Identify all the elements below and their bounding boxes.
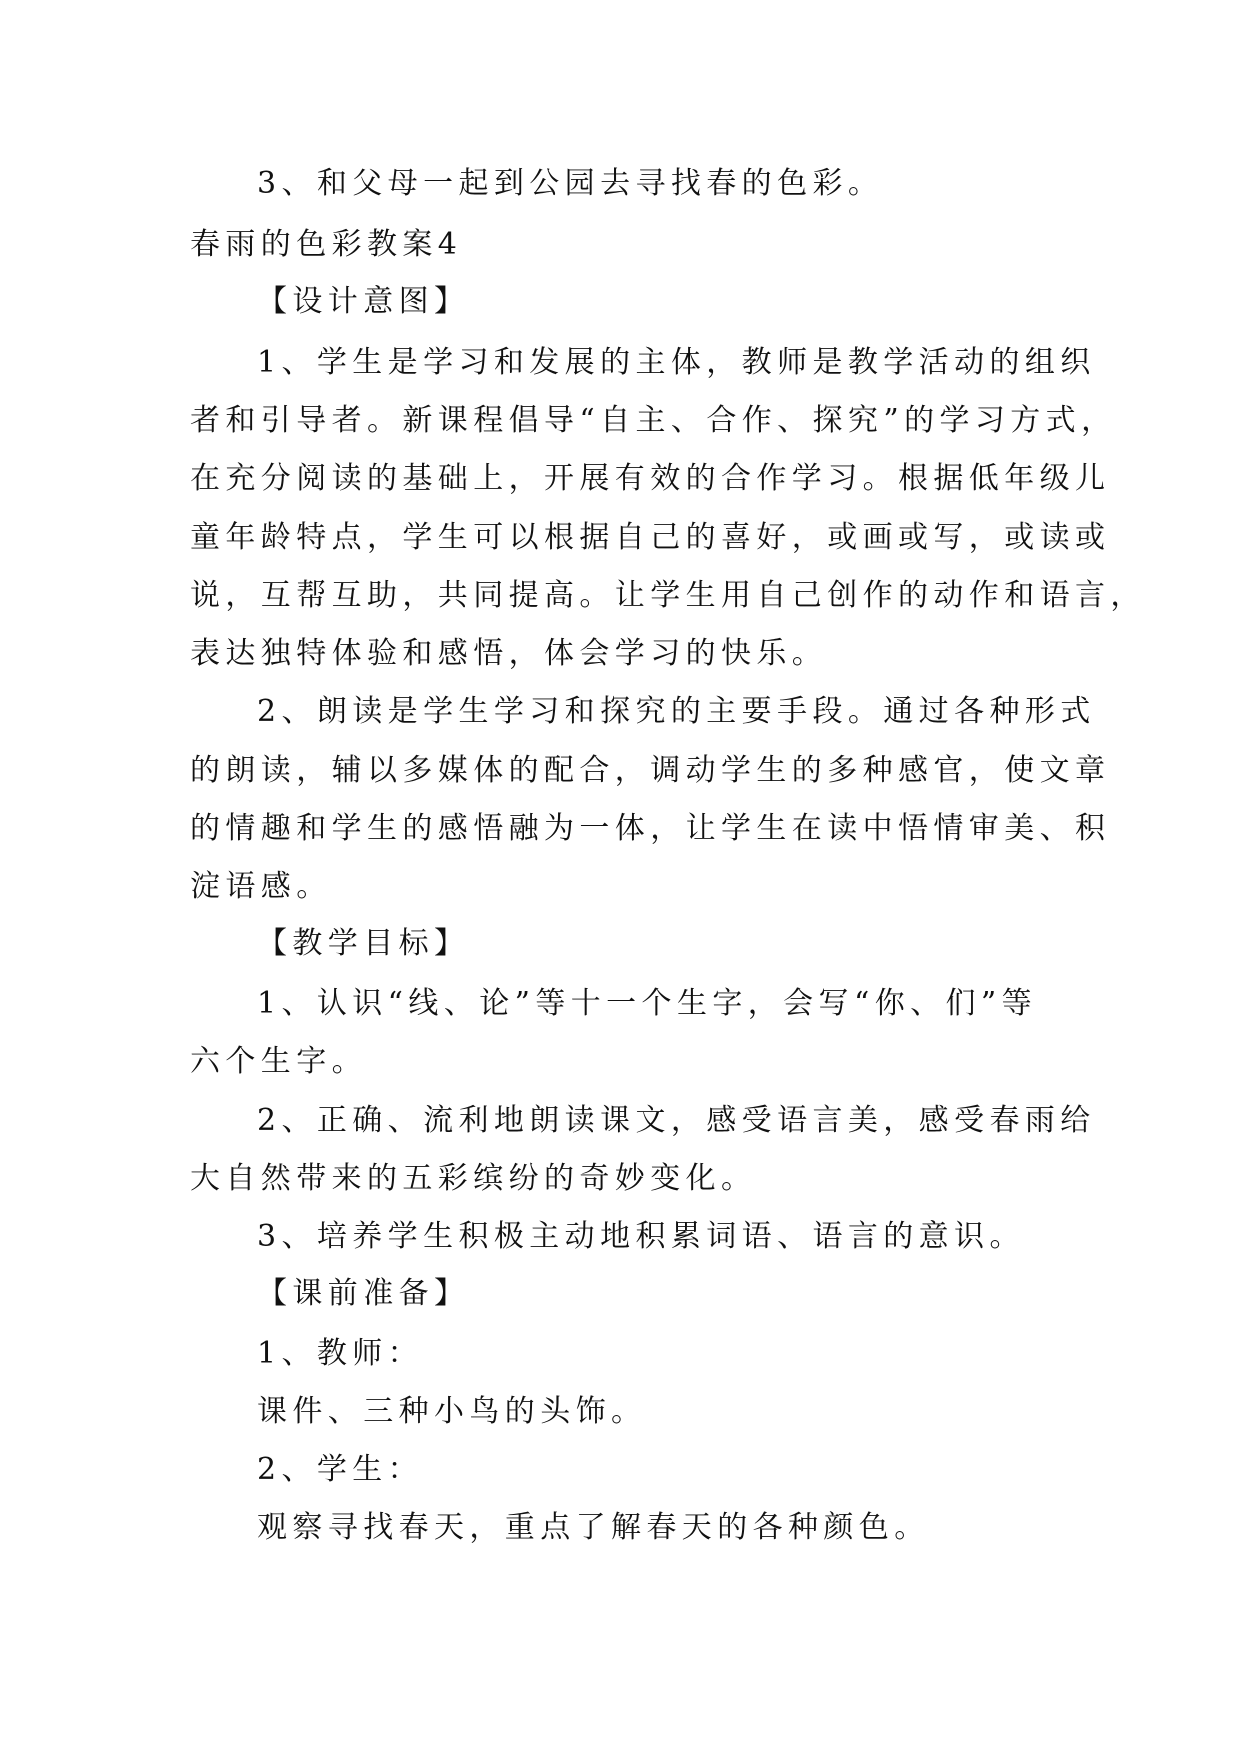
section-heading-design-intent: 【设计意图】: [257, 284, 470, 319]
paragraph-line: 大自然带来的五彩缤纷的奇妙变化。: [190, 1161, 757, 1196]
paragraph-line: 的朗读，辅以多媒体的配合，调动学生的多种感官，使文章: [190, 753, 1111, 788]
list-item-teacher-materials: 课件、三种小鸟的头饰。: [257, 1394, 647, 1429]
paragraph-line: 淀语感。: [190, 869, 332, 904]
paragraph-line: 的情趣和学生的感悟融为一体，让学生在读中悟情审美、积: [190, 811, 1111, 846]
paragraph-line: 童年龄特点，学生可以根据自己的喜好，或画或写，或读或: [190, 520, 1111, 555]
paragraph-line: 2、正确、流利地朗读课文，感受语言美，感受春雨给: [257, 1103, 1096, 1138]
section-heading-class-preparation: 【课前准备】: [257, 1276, 470, 1311]
list-item-parent-activity: 3、和父母一起到公园去寻找春的色彩。: [257, 166, 884, 201]
paragraph-line: 2、朗读是学生学习和探究的主要手段。通过各种形式: [257, 694, 1096, 729]
paragraph-line: 1、认识“线、论”等十一个生字，会写“你、们”等: [257, 986, 1038, 1021]
paragraph-line: 3、培养学生积极主动地积累词语、语言的意识。: [257, 1219, 1025, 1254]
paragraph-line: 1、学生是学习和发展的主体，教师是教学活动的组织: [257, 345, 1096, 380]
paragraph-line: 者和引导者。新课程倡导“自主、合作、探究”的学习方式，: [190, 403, 1117, 438]
paragraph-line: 说，互帮互助，共同提高。让学生用自己创作的动作和语言，: [190, 578, 1146, 613]
list-item-teacher: 1、教师：: [257, 1336, 424, 1371]
paragraph-line: 六个生字。: [190, 1044, 367, 1079]
paragraph-line: 表达独特体验和感悟，体会学习的快乐。: [190, 636, 828, 671]
list-item-students: 2、学生：: [257, 1452, 424, 1487]
section-heading-lesson-plan-4: 春雨的色彩教案4: [190, 227, 463, 262]
list-item-student-task: 观察寻找春天，重点了解春天的各种颜色。: [257, 1510, 930, 1545]
paragraph-line: 在充分阅读的基础上，开展有效的合作学习。根据低年级儿: [190, 461, 1111, 496]
section-heading-teaching-goals: 【教学目标】: [257, 926, 470, 961]
